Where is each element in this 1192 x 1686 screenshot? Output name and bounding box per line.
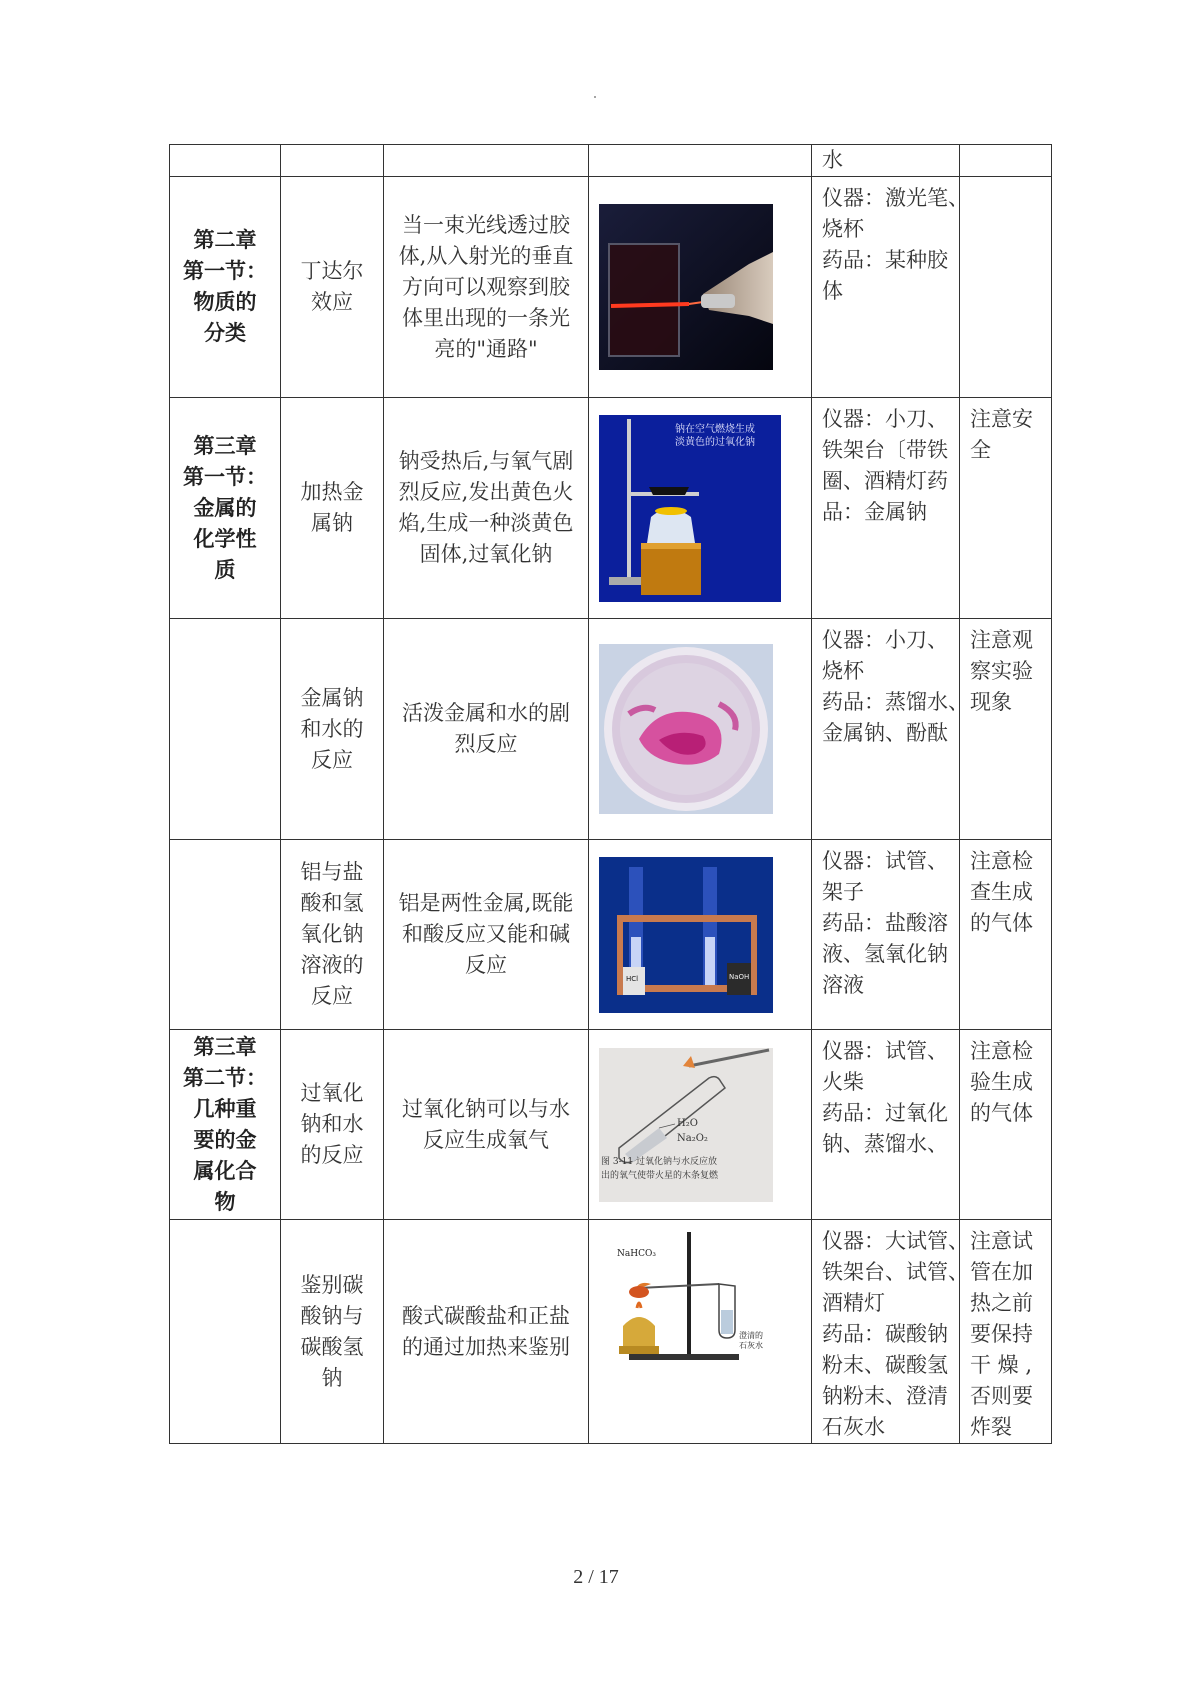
- svg-text:HCl: HCl: [626, 974, 639, 983]
- notes-cell: 注意安 全: [960, 398, 1052, 619]
- description-cell: 过氧化钠可以与水 反应生成氧气: [384, 1030, 589, 1220]
- chapter-cell: 第二章 第一节： 物质的 分类: [170, 177, 281, 398]
- sodium-burning-photo: [599, 415, 781, 602]
- materials-cell: 仪器：试管、 火柴 药品：过氧化 钠、蒸馏水、: [812, 1030, 960, 1220]
- table-row: [170, 840, 1052, 1030]
- table-row: [170, 145, 1052, 177]
- chapter-cell: 第三章 第二节： 几种重 要的金 属化合 物: [170, 1030, 281, 1220]
- svg-text:图 3-11 过氧化钠与水反应放: 图 3-11 过氧化钠与水反应放: [601, 1156, 717, 1167]
- materials-cell: 仪器：小刀、 烧杯 药品：蒸馏水、 金属钠、酚酞: [812, 619, 960, 840]
- sodium-peroxide-figure: [599, 1048, 773, 1202]
- description-cell: 铝是两性金属,既能 和酸反应又能和碱 反应: [384, 840, 589, 1030]
- table-row: [170, 619, 1052, 840]
- aluminum-reaction-photo: [599, 857, 773, 1013]
- experiment-name-cell: 铝与盐 酸和氢 氧化钠 溶液的 反应: [281, 840, 384, 1030]
- notes-cell: [960, 177, 1052, 398]
- svg-text:NaOH: NaOH: [729, 972, 750, 981]
- description-cell: 当一束光线透过胶 体,从入射光的垂直 方向可以观察到胶 体里出现的一条光 亮的"通路": [384, 177, 589, 398]
- materials-cell: 仪器：试管、 架子 药品：盐酸溶 液、氢氧化钠 溶液: [812, 840, 960, 1030]
- experiment-name-cell: 金属钠 和水的 反应: [281, 619, 384, 840]
- sodium-water-photo: [599, 644, 773, 814]
- svg-text:出的氧气使带火星的木条复燃: 出的氧气使带火星的木条复燃: [601, 1170, 719, 1181]
- svg-text:澄清的: 澄清的: [739, 1331, 763, 1340]
- svg-text:石灰水: 石灰水: [739, 1341, 763, 1350]
- image-cell: [589, 398, 812, 619]
- chapter-cell: 第三章 第一节： 金属的 化学性 质: [170, 398, 281, 619]
- image-cell: [589, 1220, 812, 1444]
- page-dot: [594, 96, 596, 98]
- notes-cell: 注意观 察实验 现象: [960, 619, 1052, 840]
- experiment-table: [169, 144, 1052, 1444]
- tyndall-effect-photo: [599, 204, 773, 370]
- svg-text:钠在空气燃烧生成: 钠在空气燃烧生成: [675, 423, 755, 435]
- table-row: [170, 398, 1052, 619]
- chapter-cell: [170, 1220, 281, 1444]
- notes-cell: 注意检 验生成 的气体: [960, 1030, 1052, 1220]
- image-cell: [589, 840, 812, 1030]
- image-cell: [589, 177, 812, 398]
- chapter-cell: [170, 840, 281, 1030]
- description-cell: 钠受热后,与氧气剧 烈反应,发出黄色火 焰,生成一种淡黄色 固体,过氧化钠: [384, 398, 589, 619]
- description-cell: 酸式碳酸盐和正盐 的通过加热来鉴别: [384, 1220, 589, 1444]
- table-row: [170, 177, 1052, 398]
- svg-text:Na₂O₂: Na₂O₂: [677, 1132, 708, 1144]
- experiment-name-cell: 鉴别碳 酸钠与 碳酸氢 钠: [281, 1220, 384, 1444]
- notes-cell: 注意检 查生成 的气体: [960, 840, 1052, 1030]
- page-number: 2 / 17: [573, 1566, 619, 1588]
- materials-cell: 仪器：小刀、 铁架台〔带铁 圈、酒精灯药 品：金属钠: [812, 398, 960, 619]
- svg-text:H₂O: H₂O: [677, 1117, 698, 1129]
- image-cell: [589, 619, 812, 840]
- table-row: [170, 1030, 1052, 1220]
- materials-cell: 仪器：激光笔、 烧杯 药品：某种胶 体: [812, 177, 960, 398]
- chapter-cell: [170, 619, 281, 840]
- svg-text:淡黄色的过氧化钠: 淡黄色的过氧化钠: [675, 436, 755, 448]
- description-cell: 活泼金属和水的剧 烈反应: [384, 619, 589, 840]
- bicarbonate-heating-diagram: [599, 1226, 769, 1370]
- experiment-name-cell: 加热金 属钠: [281, 398, 384, 619]
- svg-text:NaHCO₃: NaHCO₃: [617, 1249, 656, 1259]
- image-cell: [589, 1030, 812, 1220]
- table-row: [170, 1220, 1052, 1444]
- materials-cell: 仪器：大试管、 铁架台、试管、 酒精灯 药品：碳酸钠 粉末、碳酸氢 钠粉末、澄清 石灰水: [812, 1220, 960, 1444]
- experiment-name-cell: 过氧化 钠和水 的反应: [281, 1030, 384, 1220]
- notes-cell: 注意试 管在加 热之前 要保持 干 燥 , 否则要 炸裂: [960, 1220, 1052, 1444]
- experiment-name-cell: 丁达尔 效应: [281, 177, 384, 398]
- materials-cell: 水: [812, 145, 960, 177]
